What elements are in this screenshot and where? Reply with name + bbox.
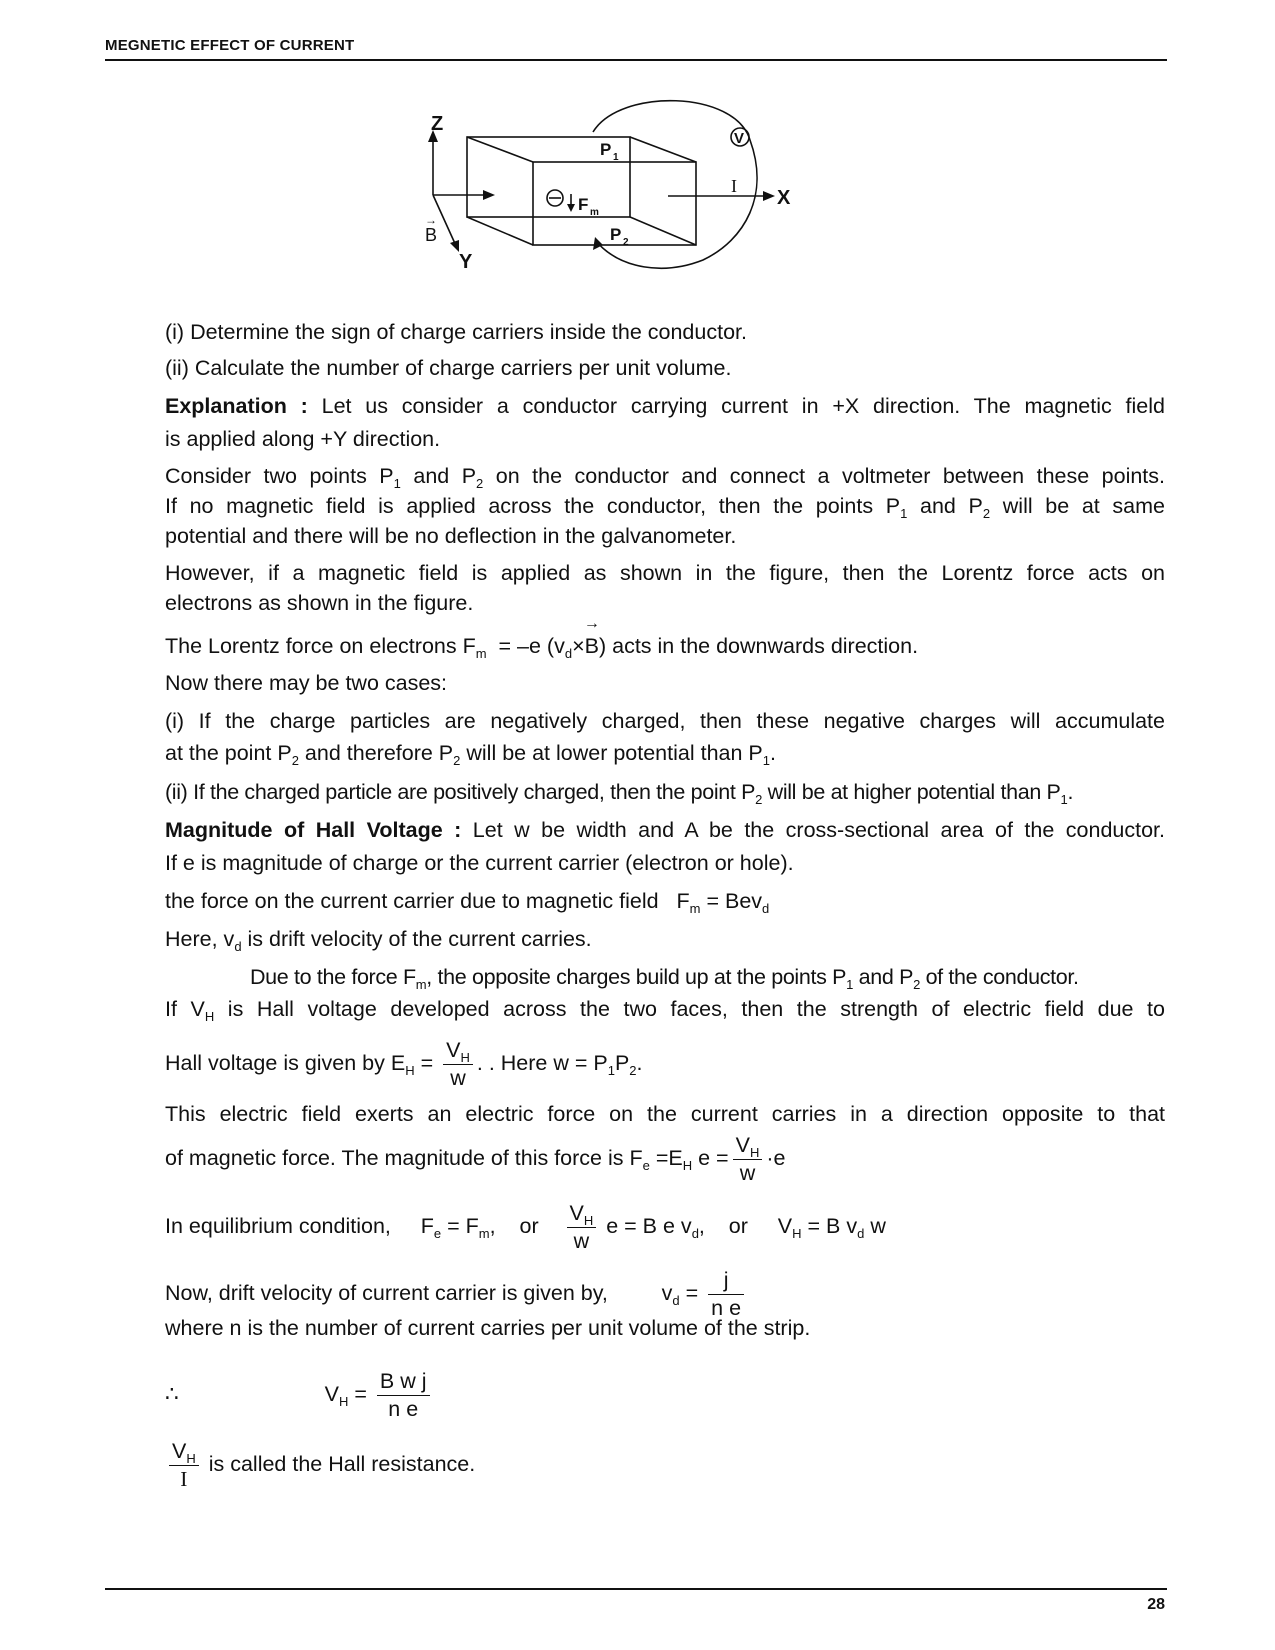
- electric-field-line-1: This electric field exerts an electric force on the current carries in a direction opposite to that: [165, 1102, 1165, 1126]
- where-n-line: where n is the number of current carries per unit volume of the strip.: [165, 1316, 811, 1340]
- case-2-line: (ii) If the charged particle are positively charged, then the point $P_2$ will be at higher potential than $P_1$.: [165, 780, 1074, 807]
- due-to-force-line: Due to the force $F_m$, the opposite charges build up at the points $P_1$ and $P_2$ of the conductor.: [250, 965, 1079, 992]
- consider-text-c: on the conductor and connect a voltmeter between these points.: [495, 464, 1166, 488]
- drift-formula-label: Now, drift velocity of current carrier is given by,: [165, 1281, 608, 1306]
- case-2-text-b: will be at higher potential than P: [767, 780, 1061, 804]
- p1-label: P: [600, 140, 612, 159]
- hall-resistance-line: [165, 1438, 475, 1493]
- here-w-text: . Here w = P: [488, 1051, 608, 1076]
- hall-magnitude-line-1: [165, 814, 1165, 846]
- cross-symbol: ×: [572, 634, 585, 658]
- b-vector: → B: [585, 630, 599, 662]
- y-axis-label: Y: [459, 251, 473, 273]
- case-1-text-c: will be at lower potential than P: [466, 741, 763, 765]
- x-axis-label: X: [777, 187, 791, 209]
- consider-line: Consider two points $P_1$ and $P_2$ on the conductor and connect a voltmeter between these points.: [165, 464, 1166, 491]
- case-2-text-a: (ii) If the charged particle are positively charged, then the point P: [165, 780, 756, 804]
- p2-label-sub: 2: [623, 237, 629, 248]
- lorentz-text-b: = –e (v: [498, 634, 565, 658]
- electric-field-line-2: of magnetic force. The magnitude of this force is $F_e =E_H$ e = $\frac{V_H}{w}$ ·e: [165, 1133, 786, 1185]
- vh-over-w-fraction: $\frac{V_H}{w}$: [443, 1037, 473, 1092]
- hall-effect-diagram: [425, 100, 795, 280]
- no-field-text-b: and P: [920, 494, 983, 518]
- consider-text-b: and P: [413, 464, 477, 488]
- force-carrier-text: the force on the current carrier due to magnetic field: [165, 889, 659, 913]
- force-carrier-eq: = Bev: [706, 889, 763, 913]
- due-text-b: , the opposite charges build up at the points P: [426, 965, 847, 989]
- electric-force-fraction: $\frac{V_H}{w}$: [733, 1132, 763, 1187]
- however-line-2: electrons as shown in the figure.: [165, 591, 474, 615]
- lorentz-text-c: ) acts in the downwards direction.: [598, 634, 919, 658]
- therefore-symbol: ∴: [165, 1382, 179, 1407]
- case-1-text-a: at the point P: [165, 741, 292, 765]
- b-field-label: B: [425, 225, 438, 245]
- page-number: 28: [1147, 1596, 1165, 1613]
- due-text-d: of the conductor.: [925, 965, 1079, 989]
- electric-force-text: of magnetic force. The magnitude of this force is: [165, 1146, 624, 1171]
- page-header-title: MEGNETIC EFFECT OF CURRENT: [105, 37, 355, 54]
- equilibrium-line: In equilibrium condition, $F_e = F_m$, or $\frac{V_H}{w}$ e = B e $v_d$, or $V_H = B$ $v_d$ w: [165, 1201, 886, 1253]
- p2-label: P: [610, 225, 622, 244]
- due-text-a: Due to the force F: [250, 965, 416, 989]
- or-word-2: or: [728, 1214, 748, 1239]
- hall-magnitude-label: Magnitude of Hall Voltage :: [165, 818, 462, 842]
- lorentz-force-line: The Lorentz force on electrons $F_m = -e$ $(v_d\times\to B)$ acts in the downwards direction.: [165, 630, 918, 662]
- z-axis-label: Z: [431, 113, 444, 135]
- hall-voltage-result-line: ∴ $V_H$ = $\frac{\text{B w j}}{\text{n e}}$: [165, 1368, 434, 1423]
- potential-line: potential and there will be no deflection in the galvanometer.: [165, 524, 737, 548]
- explanation-line-1: [165, 390, 1165, 422]
- current-label: I: [731, 176, 737, 196]
- however-line-1: However, if a magnetic field is applied as shown in the figure, then the Lorentz force acts on: [165, 561, 1165, 585]
- hall-field-text: Hall voltage is given by E: [165, 1051, 406, 1076]
- equilibrium-label: In equilibrium condition,: [165, 1214, 391, 1239]
- explanation-label: Explanation :: [165, 394, 308, 418]
- due-text-c: and P: [858, 965, 914, 989]
- drift-formula-line: Now, drift velocity of current carrier is given by, $v_d$ = $\frac{j}{\text{n e}}$: [165, 1267, 748, 1322]
- hall-field-line: Hall voltage is given by $E_H$ = $\frac{V_H}{w}$ . . Here $w = P_1P_2$.: [165, 1038, 643, 1090]
- bwj-over-ne-fraction: $\frac{\text{B w j}}{\text{n e}}$: [377, 1368, 430, 1423]
- if-vh-text-a: If V: [165, 997, 205, 1021]
- hall-voltage-if-line: If $V_H$ is Hall voltage developed across the two faces, then the strength of electric field due to: [165, 997, 1165, 1024]
- no-field-line: If no magnetic field is applied across the conductor, then the points $P_1$ and $P_2$ will be at same: [165, 494, 1165, 521]
- consider-text-a: Consider two points P: [165, 464, 394, 488]
- or-word-1: or: [519, 1214, 539, 1239]
- drift-text-a: Here, v: [165, 927, 235, 951]
- b-field-vector-arrow: →: [425, 213, 437, 227]
- hall-resistance-text: is called the Hall resistance.: [208, 1452, 476, 1477]
- explanation-line-2: is applied along +Y direction.: [165, 427, 441, 451]
- case-1-line-2: at the point $P_2$ and therefore $P_2$ will be at lower potential than $P_1$.: [165, 741, 776, 768]
- equilibrium-fraction: $\frac{V_H}{w}$: [567, 1200, 597, 1255]
- if-vh-text-b: is Hall voltage developed across the two faces, then the strength of electric field due to: [227, 997, 1165, 1021]
- force-label-sub: m: [590, 207, 599, 218]
- explanation-text: Let us consider a conductor carrying current in +X direction. The magnetic field: [321, 394, 1165, 418]
- drift-text-b: is drift velocity of the current carries.: [247, 927, 592, 951]
- voltmeter-label: V: [734, 130, 745, 147]
- j-over-ne-fraction: $\frac{j}{\text{n e}}$: [708, 1267, 744, 1322]
- lorentz-text-a: The Lorentz force on electrons F: [165, 634, 476, 658]
- force-carrier-line: the force on the current carrier due to magnetic field $F_m = Bev_d$: [165, 889, 770, 916]
- no-field-text-c: will be at same: [1002, 494, 1165, 518]
- question-1: (i) Determine the sign of charge carriers inside the conductor.: [165, 320, 747, 344]
- case-1-line-1: (i) If the charge particles are negatively charged, then these negative charges will accumulate: [165, 709, 1165, 733]
- hall-magnitude-line-2: If e is magnitude of charge or the current carrier (electron or hole).: [165, 851, 794, 875]
- no-field-text-a: If no magnetic field is applied across the conductor, then the points P: [165, 494, 901, 518]
- cases-line: Now there may be two cases:: [165, 671, 448, 695]
- footer-rule: [105, 1588, 1167, 1590]
- question-2: (ii) Calculate the number of charge carriers per unit volume.: [165, 356, 732, 380]
- drift-velocity-line: Here, $v_d$ is drift velocity of the current carries.: [165, 927, 592, 954]
- vh-over-i-fraction: $\frac{V_H}{I}$: [169, 1438, 199, 1493]
- hall-magnitude-text: Let w be width and A be the cross-sectional area of the conductor.: [472, 818, 1165, 842]
- header-rule: [105, 59, 1167, 61]
- force-label: F: [578, 195, 589, 214]
- p1-label-sub: 1: [613, 152, 619, 163]
- case-1-text-b: and therefore P: [304, 741, 454, 765]
